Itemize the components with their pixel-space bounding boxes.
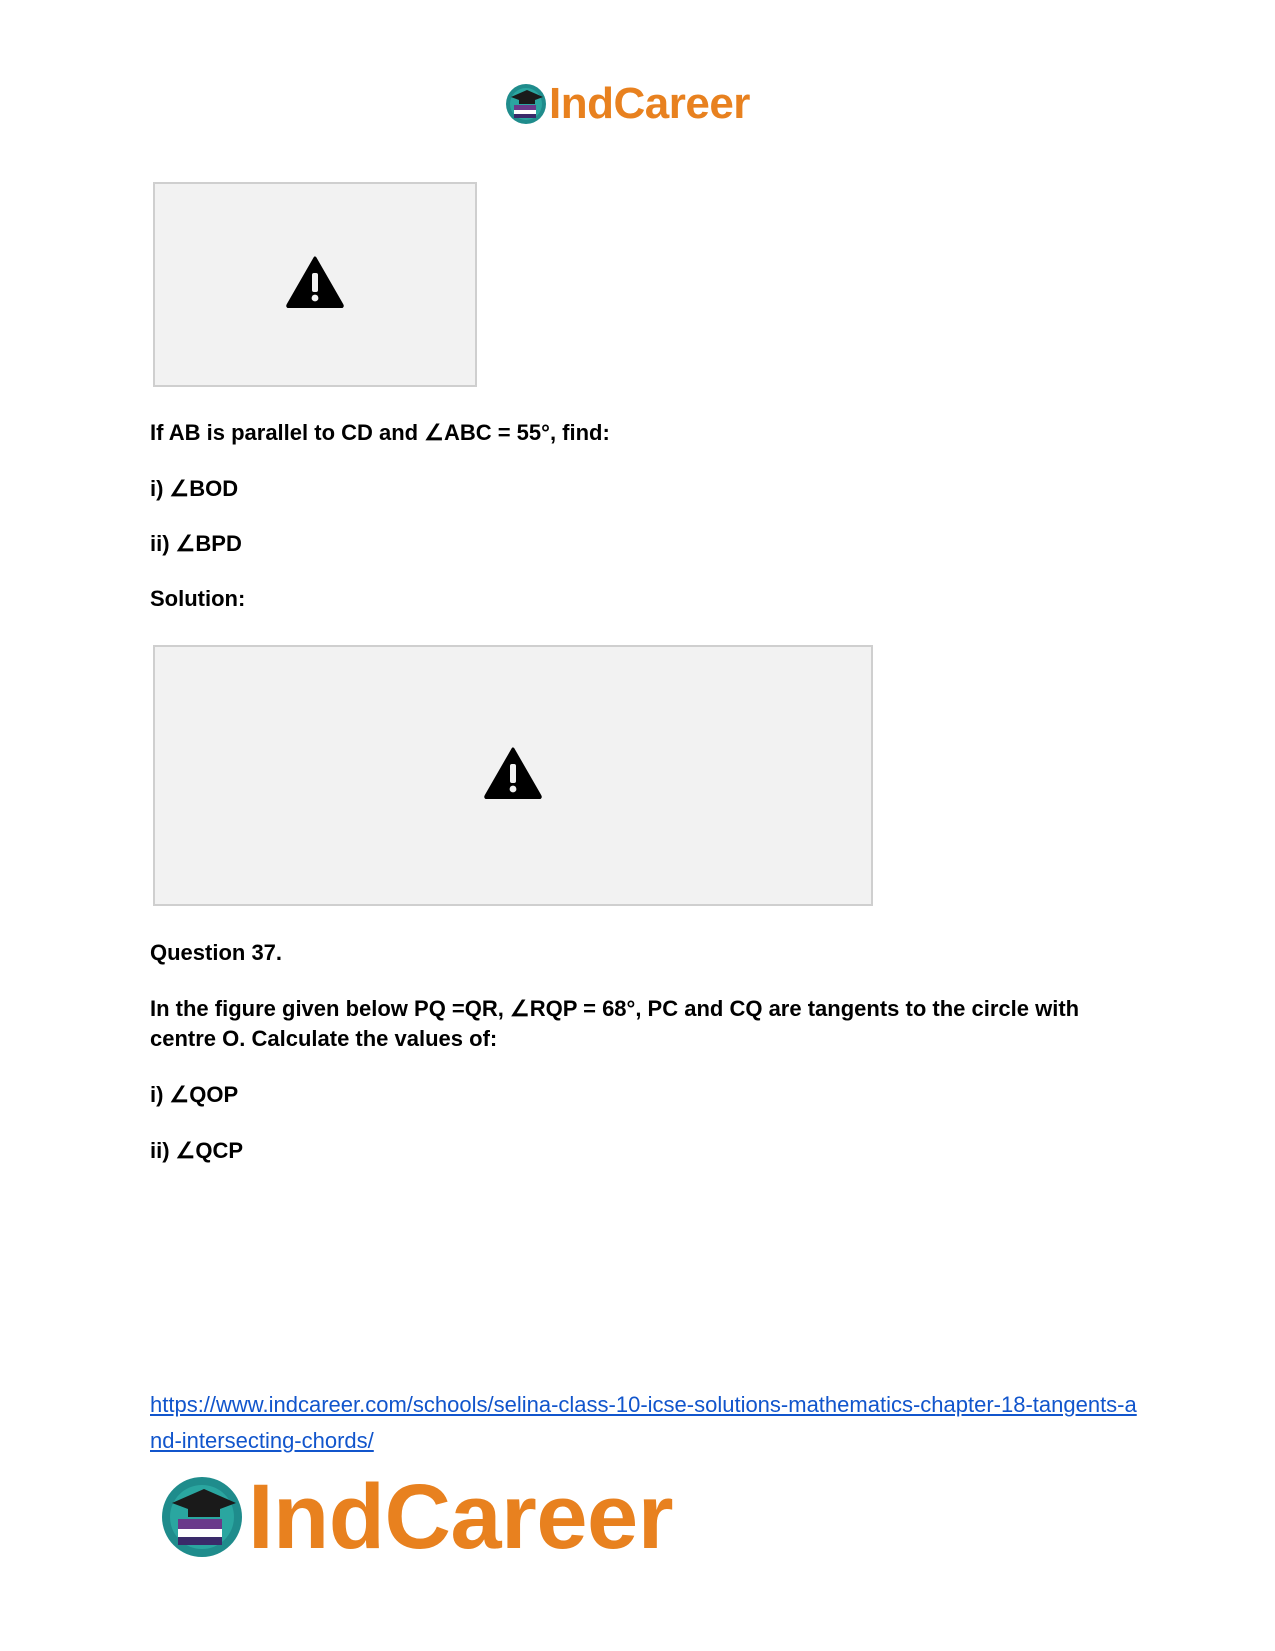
graduation-cap-books-icon [505, 83, 547, 125]
question-title: Question 37. [150, 940, 283, 965]
header-logo [505, 80, 750, 128]
footer-logo [160, 1466, 673, 1568]
broken-image-figure [153, 182, 477, 387]
broken-image-solution [153, 645, 873, 906]
warning-icon [286, 256, 344, 313]
question-part-ii: ii) ∠QCP [150, 1138, 244, 1163]
question-part-i: i) ∠BOD [150, 476, 239, 501]
logo-text: IndCareer [549, 79, 750, 128]
solution-label: Solution: [150, 586, 246, 611]
question-statement: In the figure given below PQ =QR, ∠RQP = 68°, PC and CQ are tangents to the circle with centre O. Calculate the values of: [150, 996, 1080, 1051]
question-part-i: i) ∠QOP [150, 1082, 239, 1107]
question-statement: If AB is parallel to CD and ∠ABC = 55°, find: [150, 420, 610, 445]
graduation-cap-books-icon [160, 1475, 244, 1559]
source-link[interactable]: https://www.indcareer.com/schools/selina-class-10-icse-solutions-mathematics-chapter-18-tangents-and-intersecting-chords/ [150, 1392, 1137, 1453]
logo-text: IndCareer [248, 1466, 673, 1568]
question-part-ii: ii) ∠BPD [150, 531, 242, 556]
warning-icon [484, 747, 542, 804]
